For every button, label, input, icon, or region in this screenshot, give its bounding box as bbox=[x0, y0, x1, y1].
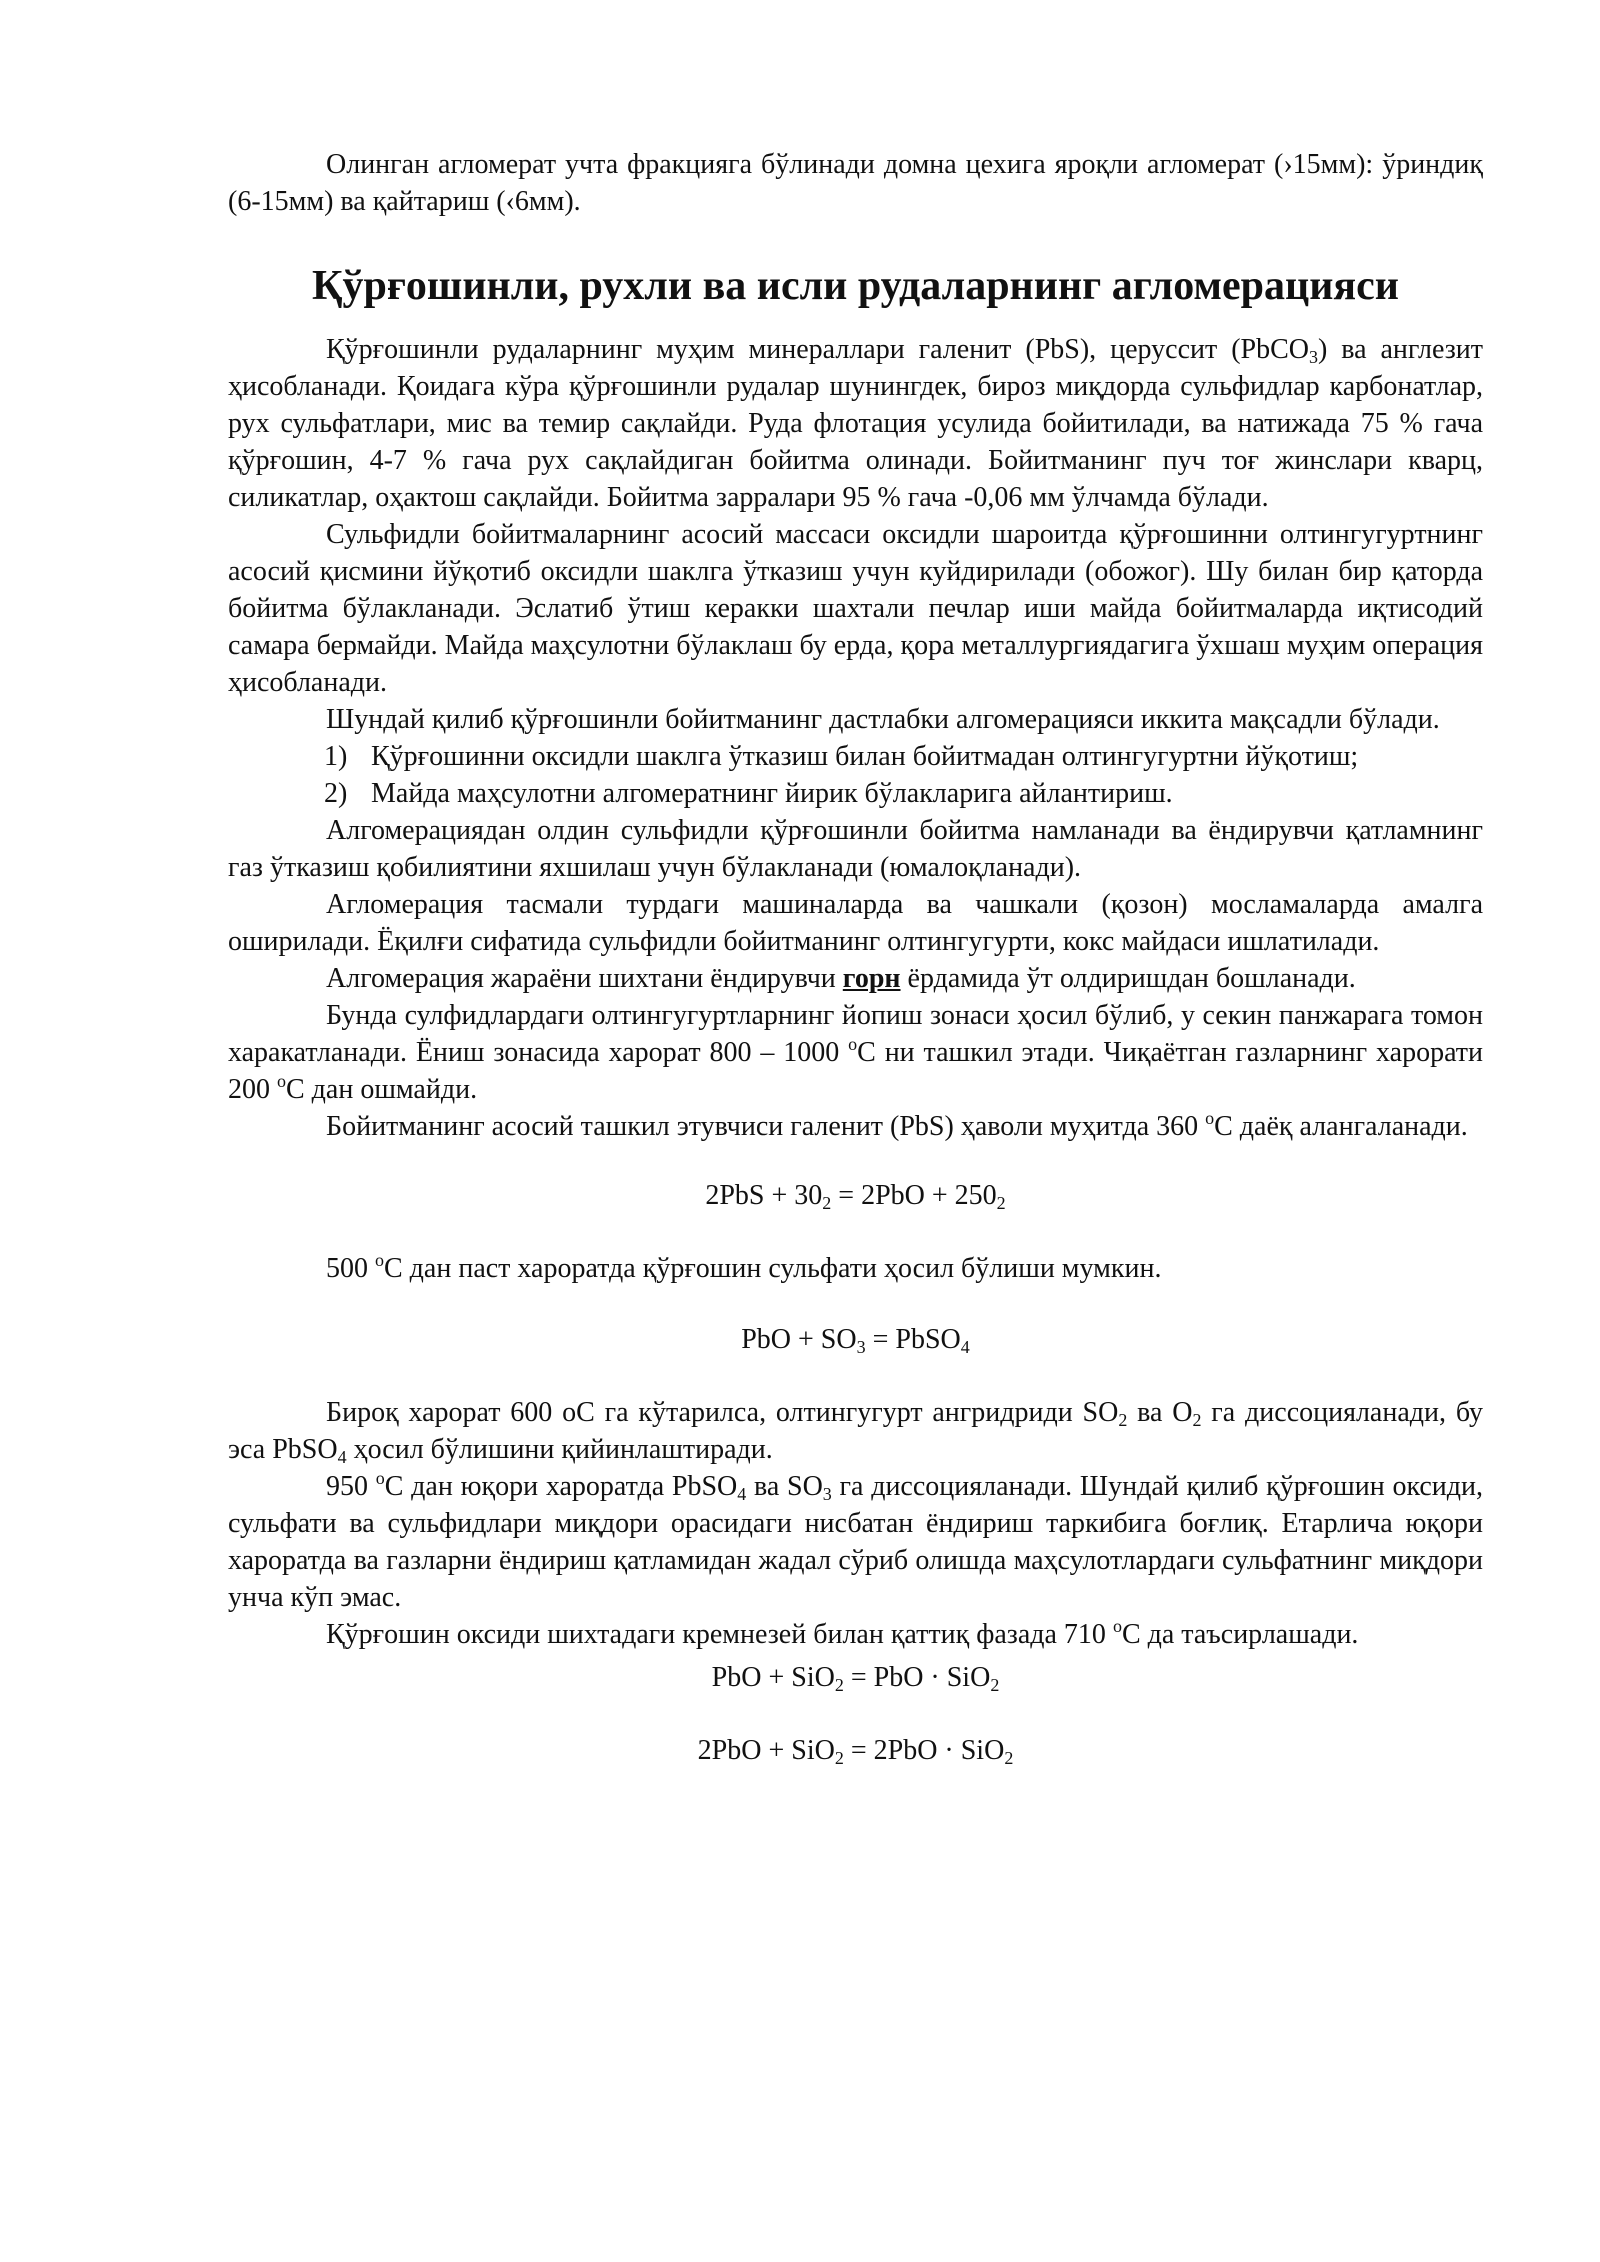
text-run: ва O bbox=[1127, 1397, 1193, 1428]
text-run: ва SO bbox=[746, 1471, 823, 1502]
list-item-number: 1) bbox=[324, 741, 348, 772]
superscript: o bbox=[1205, 1108, 1215, 1128]
superscript: o bbox=[375, 1468, 385, 1488]
paragraph-lead-minerals bbox=[228, 331, 1483, 516]
subscript: 2 bbox=[990, 1675, 1000, 1695]
superscript: o bbox=[1112, 1616, 1122, 1636]
text-run: 2PbS + 30 bbox=[705, 1180, 823, 1211]
paragraph-so2-dissociation bbox=[228, 1394, 1483, 1468]
equation-lead-silicate-2 bbox=[228, 1732, 1483, 1769]
text-run: Қўрғошин оксиди шихтадаги кремнезей билан қаттиқ фазада 710 bbox=[326, 1619, 1113, 1650]
text-run: = PbSO bbox=[865, 1324, 961, 1355]
list-item-text: Майда маҳсулотни алгомератнинг йирик бўлакларига айлантириш. bbox=[371, 778, 1173, 809]
text-run: С да таъсирлашади. bbox=[1121, 1619, 1359, 1650]
subscript: 2 bbox=[834, 1748, 844, 1768]
paragraph-silica-reaction bbox=[228, 1616, 1483, 1653]
paragraph-combustion-zone bbox=[228, 997, 1483, 1108]
text-run: ҳосил бўлишини қийинлаштиради. bbox=[346, 1434, 773, 1465]
text-run: 2PbO + SiO bbox=[697, 1735, 835, 1766]
subscript: 3 bbox=[856, 1337, 866, 1357]
text-run: га диссоцияланади. Шундай қилиб қўрғошин оксиди, сульфати ва сульфидлари миқдори орасидаги нисбатан ёндириш таркибига боғлиқ. Етарлича юқори хароратда ва газларни ёндириш қатламидан жадал сўриб олишда маҳсулотлардаги сульфатнинг миқдори унча кўп эмас. bbox=[228, 1471, 1483, 1613]
text-run: = PbO · SiO bbox=[843, 1662, 991, 1693]
text-run: 950 bbox=[326, 1471, 376, 1502]
subscript: 4 bbox=[960, 1337, 970, 1357]
text-run: PbO + SO bbox=[741, 1324, 857, 1355]
text-run: ёрдамида ўт олдиришдан бошланади. bbox=[900, 963, 1356, 994]
list-item-text: Қўрғошинни оксидли шаклга ўтказиш билан бойитмадан олтингугуртни йўқотиш; bbox=[371, 741, 1359, 772]
paragraph-agglomeration-machines: Агломерация тасмали турдаги машиналарда ва чашкали (қозон) мосламаларда амалга оширилади. Ёқилғи сифатида сульфидли бойитманинг олтингугурти, кокс майдаси ишлатилади. bbox=[228, 889, 1483, 957]
subscript: 2 bbox=[1004, 1748, 1014, 1768]
subscript: 3 bbox=[1308, 347, 1318, 367]
text-run: С даёқ алангаланади. bbox=[1214, 1111, 1468, 1142]
subscript: 4 bbox=[737, 1484, 747, 1504]
text-run: Бунда сулфидлардаги олтингугуртларнинг йопиш зонаси ҳосил бўлиб, у секин панжарага томон харакатланади. Ёниш зонасида харорат 800 – 1000 bbox=[228, 1000, 1483, 1068]
paragraph-agglomeration-goals: Шундай қилиб қўрғошинли бойитманинг дастлабки алгомерацияси иккита мақсадли бўлади. bbox=[326, 704, 1440, 735]
paragraph-pre-agglomeration: Алгомерациядан олдин сульфидли қўрғошинли бойитма намланади ва ёндирувчи қатламнинг газ ўтказиш қобилиятини яхшилаш учун бўлакланади (юмалоқланади). bbox=[228, 815, 1483, 883]
subscript: 2 bbox=[1192, 1410, 1202, 1430]
paragraph-pbso4-dissociation bbox=[228, 1468, 1483, 1616]
text-run: Алгомерация жараёни шихтани ёндирувчи bbox=[326, 963, 843, 994]
paragraph-sulfate-formation bbox=[228, 1250, 1483, 1287]
text-run: = 2PbO + 250 bbox=[831, 1180, 997, 1211]
subscript: 2 bbox=[996, 1193, 1006, 1213]
text-run: Бойитманинг асосий ташкил этувчиси галенит (PbS) ҳаволи муҳитда 360 bbox=[326, 1111, 1206, 1142]
text-run: С ни ташкил этади. Чиқаётган газларнинг харорати 200 bbox=[228, 1037, 1484, 1105]
emphasized-term: горн bbox=[842, 963, 901, 994]
superscript: o bbox=[375, 1250, 384, 1270]
superscript: o bbox=[277, 1071, 286, 1091]
subscript: 2 bbox=[1118, 1410, 1128, 1430]
paragraph-galena-ignition bbox=[228, 1108, 1483, 1145]
subscript: 2 bbox=[834, 1675, 844, 1695]
text-run: С дан ошмайди. bbox=[286, 1074, 478, 1105]
paragraph-agglomerate-fractions: Олинган агломерат учта фракцияга бўлинади домна цехига яроқли агломерат (›15мм): ўриндиқ (6-15мм) ва қайтариш (‹6мм). bbox=[228, 149, 1483, 217]
text-run: га диссоцияланади, бу эса PbSO bbox=[228, 1397, 1484, 1465]
text-run: = 2PbO · SiO bbox=[843, 1735, 1005, 1766]
equation-pbso4-formation bbox=[228, 1321, 1483, 1358]
subscript: 4 bbox=[337, 1447, 347, 1467]
section-heading: Қўрғошинли, рухли ва исли рудаларнинг агломерацияси bbox=[312, 263, 1399, 309]
paragraph-ignition bbox=[228, 960, 1483, 997]
text-run: Қўрғошинли рудаларнинг муҳим минераллари галенит (PbS), церуссит (PbCO bbox=[326, 334, 1309, 365]
subscript: 3 bbox=[822, 1484, 832, 1504]
equation-pbs-oxidation bbox=[228, 1177, 1483, 1214]
list-item-1 bbox=[228, 738, 1483, 775]
list-item-number: 2) bbox=[324, 778, 348, 809]
list-item-2 bbox=[228, 775, 1483, 812]
equation-lead-silicate-1 bbox=[228, 1659, 1483, 1696]
text-run: С дан юқори хароратда PbSO bbox=[384, 1471, 738, 1502]
text-run: PbO + SiO bbox=[711, 1662, 835, 1693]
text-run: ) ва англезит ҳисобланади. Қоидага кўра қўрғошинли рудалар шунингдек, бироз миқдорда сульфидлар карбонатлар, рух сульфатлари, мис ва темир сақлайди. Руда флотация усулида бойитилади, ва натижада 75 % гача қўрғошин, 4-7 % гача рух сақлайдиган бойитма олинади. Бойитманинг пуч тоғ жинслари кварц, силикатлар, оҳактош сақлайди. Бойитма зарралари 95 % гача -0,06 мм ўлчамда бўлади. bbox=[228, 334, 1483, 513]
document-body bbox=[228, 146, 1483, 1769]
superscript: o bbox=[848, 1034, 858, 1054]
text-run: С дан паст хароратда қўрғошин сульфати ҳосил бўлиши мумкин. bbox=[384, 1253, 1162, 1284]
paragraph-sulfide-concentrates: Сульфидли бойитмаларнинг асосий массаси оксидли шароитда қўрғошинни олтингугуртнинг асосий қисмини йўқотиб оксидли шаклга ўтказиш учун куйдирилади (обожог). Шу билан бир қаторда бойитма бўлакланади. Эслатиб ўтиш керакки шахтали печлар иши майда бойитмаларда иқтисодий самара бермайди. Майда маҳсулотни бўлаклаш бу ерда, қора металлургиядагига ўхшаш муҳим операция ҳисобланади. bbox=[228, 519, 1483, 698]
subscript: 2 bbox=[822, 1193, 832, 1213]
text-run: 500 bbox=[326, 1253, 375, 1284]
text-run: Бироқ харорат 600 оС га кўтарилса, олтингугурт ангридриди SO bbox=[326, 1397, 1119, 1428]
